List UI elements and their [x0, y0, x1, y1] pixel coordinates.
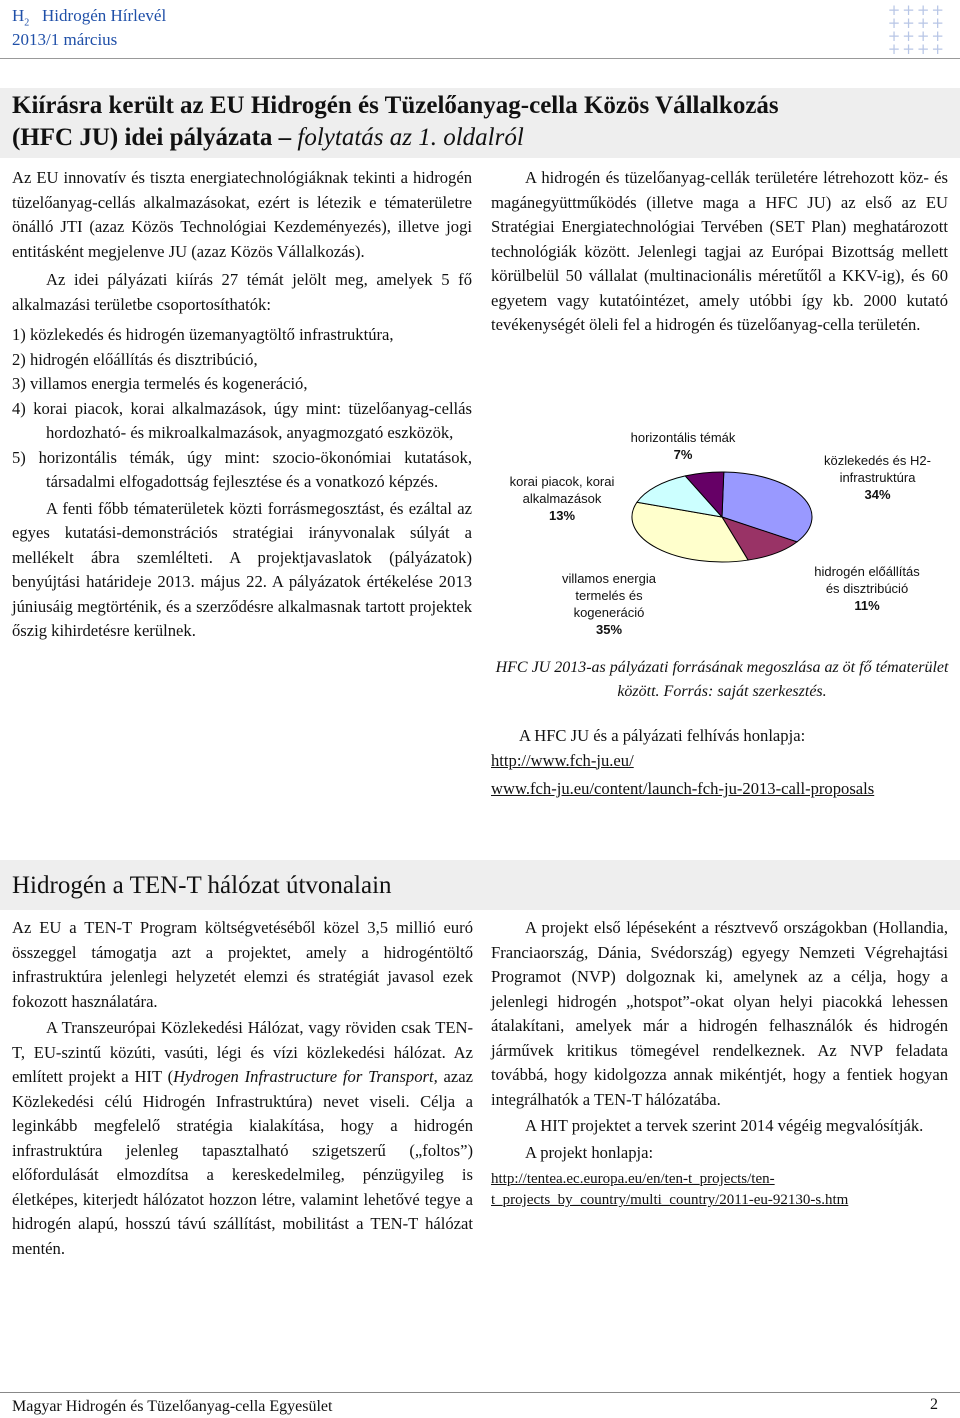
article1-title-main: (HFC JU) idei pályázata — [12, 124, 273, 151]
article1-right-column — [491, 166, 948, 338]
list-item: 5) horizontális témák, úgy mint: szocio-ökonómiai kutatások, társadalmi elfogadottság fejlesztése és a vonatkozó képzés. — [12, 447, 472, 491]
label-power-text2: termelés és — [575, 588, 643, 603]
article1-title — [12, 90, 779, 154]
issue-date: 2013/1 március — [12, 30, 118, 49]
list-item: 4) korai piacok, korai alkalmazások, úgy mint: tüzelőanyag-cellás hordozható- és mikroalkalmazások, anyagmozgató eszközök, — [12, 398, 472, 442]
label-early-markets — [496, 473, 628, 524]
label-power-pct: 35% — [595, 622, 623, 637]
hfc-link-home[interactable]: http://www.fch-ju.eu/ — [491, 750, 634, 770]
logo-h: H — [12, 6, 25, 25]
article1-title-line1: Kiírásra került az EU Hidrogén és Tüzelőanyag-cella Közös Vállalkozás — [12, 92, 779, 119]
list-item: 3) villamos energia termelés és kogeneráció, — [12, 374, 308, 393]
article1-left-column — [12, 166, 472, 644]
funding-pie-chart — [492, 425, 952, 650]
article2-p2-italic: Hydrogen Infrastructure for Transport, — [173, 1067, 438, 1086]
label-power — [554, 570, 664, 638]
newsletter-name: Hidrogén Hírlevél — [42, 6, 167, 25]
article2-paragraph-1: Az EU a TEN-T Program költségvetéséből közel 3,5 millió euró összeggel támogatja azt a projektet, amely a hidrogéntöltő infrastruktúra jelenlegi helyzetét elemzi és stratégiát javasol ezek fokozott használatára. — [12, 918, 473, 1011]
article2-right-paragraph-1: A projekt első lépéseként a résztvevő országokban (Hollandia, Franciaország, Dánia, Svédország) egyegy Nemzeti Végrehajtási Programot (NVP) dolgoznak ki, amelynek az a célja, hogy a jelenlegi hidrogén „hotspot”-okat olyan helyi piacokká lehessen átalakítani, amelyek már a hidrogén felhasználók és hidrogén járművek kritikus tömegével rendelkeznek. Az NVP feladata továbbá, hogy kidolgozza annak mikéntjét, hogy a fentiek hogyan integrálhatók a TEN-T hálózatába. — [491, 918, 948, 1109]
label-hydrogen-text2: és disztribúció — [825, 581, 909, 596]
newsletter-title — [12, 6, 166, 28]
article1-paragraph-3: A fenti főbb tématerületek közti forrásmegosztást, és ezáltal az egyes kutatási-demonstrációs stratégiai irányvonalak súlyát a mellékelt ábra szemlélteti. A projektjavaslatok (pályázatok) benyújtási határideje 2013. május 22. A pályázatok értékelése 2013 júniusáig megtörténik, és a szerződésre alkalmasnak tartott projektek őszig kihirdetésre kerülnek. — [12, 498, 472, 640]
label-horizontal — [618, 429, 748, 463]
hfc-links — [491, 724, 951, 802]
label-power-text3: kogeneráció — [573, 605, 645, 620]
article2-left-column — [12, 916, 473, 1261]
label-early-text2: alkalmazások — [522, 491, 602, 506]
article1-continuation: folytatás az 1. oldalról — [297, 124, 524, 151]
label-transport-text2: infrastruktúra — [839, 470, 916, 485]
article1-title-dash: – — [278, 124, 292, 151]
article2-link[interactable] — [491, 1169, 948, 1211]
label-horizontal-pct: 7% — [673, 447, 693, 462]
footer-organization: Magyar Hidrogén és Tüzelőanyag-cella Egyesület — [12, 1398, 333, 1415]
decorative-crosses-icon: ++++ ++++ ++++ ++++ — [887, 1, 946, 58]
article1-right-paragraph: A hidrogén és tüzelőanyag-cellák területére létrehozott köz- és magánegyüttműködés (illetve maga a HFC JU) az első az EU Stratégiai Energiatechnológiai Tervében (SET Plan) meghatározott technológiák között. Jelenlegi tagjai az Európai Bizottság mellett körülbelül 50 vállalat (multinacionális méretűtől a KKV-ig), és 60 egyetem vagy kutatóintézet, amely utóbbi így kb. 2000 kutató tevékenységét öleli fel a hidrogén és tüzelőanyag-cella területén. — [491, 168, 948, 334]
label-early-pct: 13% — [548, 508, 576, 523]
hfc-link-intro: A HFC JU és a pályázati felhívás honlapja: — [519, 726, 806, 745]
article1-paragraph-1: Az EU innovatív és tiszta energiatechnológiáknak tekinti a hidrogén tüzelőanyag-cellás alkalmazásokat, ezért is létezik e tématerületre önálló JTI (azaz Közös Technológiai Kezdeményezés), illetve jogi entitásként megjelenve JU (azaz Közös Vállalkozás). — [12, 168, 472, 261]
list-item: 2) hidrogén előállítás és disztribúció, — [12, 349, 258, 369]
article1-title-line2 — [12, 122, 779, 154]
article2-title: Hidrogén a TEN-T hálózat útvonalain — [12, 872, 392, 899]
label-transport-text1: közlekedés és H2- — [824, 453, 931, 468]
label-early-text1: korai piacok, korai — [509, 474, 615, 489]
label-hydrogen — [792, 563, 942, 614]
footer-divider — [0, 1392, 960, 1393]
list-item: 1) közlekedés és hidrogén üzemanyagtöltő infrastruktúra, — [12, 325, 394, 344]
logo-sub: 2 — [24, 17, 30, 29]
article2-p2-part-b: azaz Közlekedési célú Hidrogén Infrastruktúra) nevet viseli. Célja a leginkább megfelelő stratégia kialakítása, hogy a hidrogén infrastruktúra jelenleg tapasztalható szigetszerű („foltos”) előfordulását elmozdítsa a kereskedelmileg, pénzügyileg is életképes, kiterjedt hálózatot hozzon létre, valamint lehetővé tegye a hidrogén alapú, hosszú távú szállítást, mobilitást a TEN-T hálózat mentén. — [12, 1067, 473, 1258]
label-hydrogen-pct: 11% — [854, 598, 880, 613]
page-number: 2 — [930, 1396, 938, 1413]
label-transport — [810, 452, 945, 503]
label-power-text1: villamos energia — [562, 571, 656, 586]
label-horizontal-text: horizontális témák — [630, 430, 736, 445]
label-transport-pct: 34% — [864, 487, 891, 502]
article2-right-column — [491, 916, 948, 1211]
article2-right-paragraph-2: A HIT projektet a tervek szerint 2014 végéig megvalósítják. — [525, 1116, 924, 1135]
chart-caption: HFC JU 2013-as pályázati forrásának megoszlása az öt fő tématerület között. Forrás: saját szerkesztés. — [495, 659, 949, 700]
label-hydrogen-text1: hidrogén előállítás — [814, 564, 920, 579]
article2-p2-part-a: A Transzeurópai Közlekedési Hálózat, vagy röviden csak TEN-T, EU-szintű közúti, vasúti, légi és vízi közlekedési hálózat. Az említett projekt a HIT ( — [12, 1018, 473, 1086]
article1-paragraph-2: Az idei pályázati kiírás 27 témát jelölt meg, amelyek 5 fő alkalmazási területbe csoportosíthatók: — [12, 270, 472, 314]
article2-link-line1[interactable]: http://tentea.ec.europa.eu/en/ten-t_projects/ten- — [491, 1171, 775, 1187]
header-divider — [0, 58, 960, 59]
article2-paragraph-2 — [12, 1016, 473, 1261]
hfc-link-call[interactable]: www.fch-ju.eu/content/launch-fch-ju-2013-call-proposals — [491, 779, 875, 798]
article2-link-intro: A projekt honlapja: — [525, 1142, 654, 1162]
article2-link-line2[interactable]: t_projects_by_country/multi_country/2011-eu-92130-s.htm — [491, 1192, 849, 1208]
